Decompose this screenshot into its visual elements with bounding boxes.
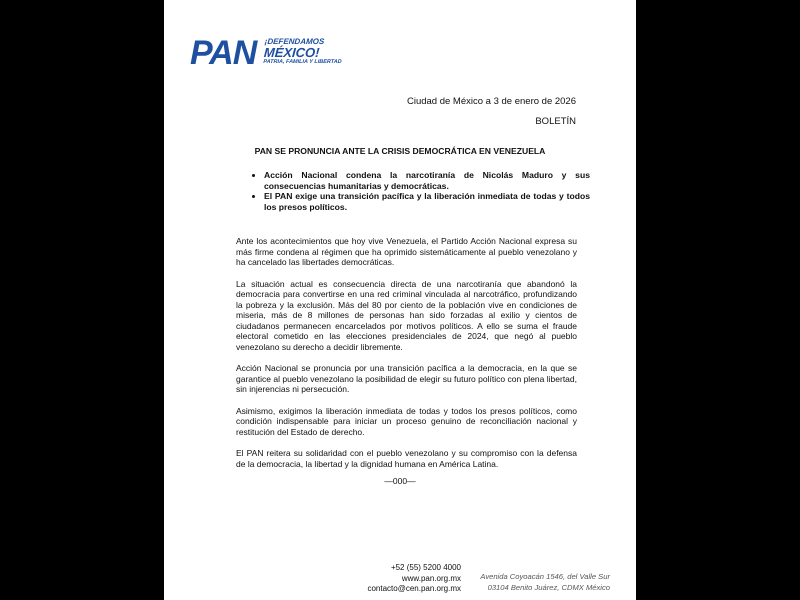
slogan-line-1: ¡DEFENDAMOS	[264, 37, 325, 46]
pan-wordmark: PAN	[190, 34, 257, 72]
document-title: PAN SE PRONUNCIA ANTE LA CRISIS DEMOCRÁTICA EN VENEZUELA	[254, 146, 546, 156]
footer-address-line-2: 03104 Benito Juárez, CDMX México	[487, 582, 610, 592]
slogan-line-3: PATRIA, FAMILIA Y LIBERTAD	[263, 59, 342, 65]
body-paragraph: Acción Nacional se pronuncia por una transición pacífica a la democracia, en la que se garantice al pueblo venezolano la posibilidad de elegir su futuro político con plena libertad, sin injerencias ni persecución.	[236, 363, 577, 394]
bullet-item: • El PAN exige una transición pacífica y la liberación inmediata de todas y todos los presos políticos.	[264, 191, 590, 212]
footer-address	[480, 572, 610, 593]
body-paragraph: Asimismo, exigimos la liberación inmediata de todas y todos los presos políticos, como condición indispensable para iniciar un proceso genuino de reconciliación nacional y restitución del Estado de derecho.	[236, 405, 577, 437]
slogan-line-2: MÉXICO!	[263, 45, 321, 60]
bullet-item: • Acción Nacional condena la narcotiranía de Nicolás Maduro y sus consecuencias humanitarias y democráticas.	[264, 170, 590, 191]
footer-website[interactable]: www.pan.org.mx	[401, 573, 461, 583]
closing-mark: —000—	[384, 476, 416, 486]
footer-address-line-1: Avenida Coyoacán 1546, del Valle Sur	[480, 572, 610, 581]
document-page	[164, 0, 636, 600]
slogan	[263, 37, 343, 66]
footer-phone: +52 (55) 5200 4000	[390, 563, 461, 572]
pan-logo	[190, 34, 390, 74]
date-line: Ciudad de México a 3 de enero de 2026	[406, 96, 576, 107]
document-type: BOLETÍN	[535, 116, 576, 127]
footer-contact	[367, 563, 461, 595]
body-paragraph: Ante los acontecimientos que hoy vive Venezuela, el Partido Acción Nacional expresa su más firme condena al régimen que ha oprimido sistemáticamente al pueblo venezolano y ha cancelado las libertades democráticas.	[236, 236, 577, 267]
summary-bullets	[250, 170, 590, 212]
body-paragraph: El PAN reitera su solidaridad con el pueblo venezolano y su compromiso con la defensa de la democracia, la libertad y la dignidad humana en América Latina.	[236, 448, 577, 469]
body-paragraph: La situación actual es consecuencia directa de una narcotiranía que abandonó la democracia para convertirse en una red criminal vinculada al narcotráfico, profundizando la pobreza y la exclusión. Más del 80 por ciento de la población vive en condiciones de miseria, más de 8 millones de personas han sido forzadas al exilio y cientos de ciudadanos permanecen encarcelados por motivos políticos. A ello se suma el fraude electoral cometido en las elecciones presidenciales de 2024, que negó al pueblo venezolano su derecho a decidir libremente.	[236, 278, 577, 352]
document-body	[236, 236, 577, 480]
footer-email[interactable]: contacto@cen.pan.org.mx	[367, 584, 461, 593]
